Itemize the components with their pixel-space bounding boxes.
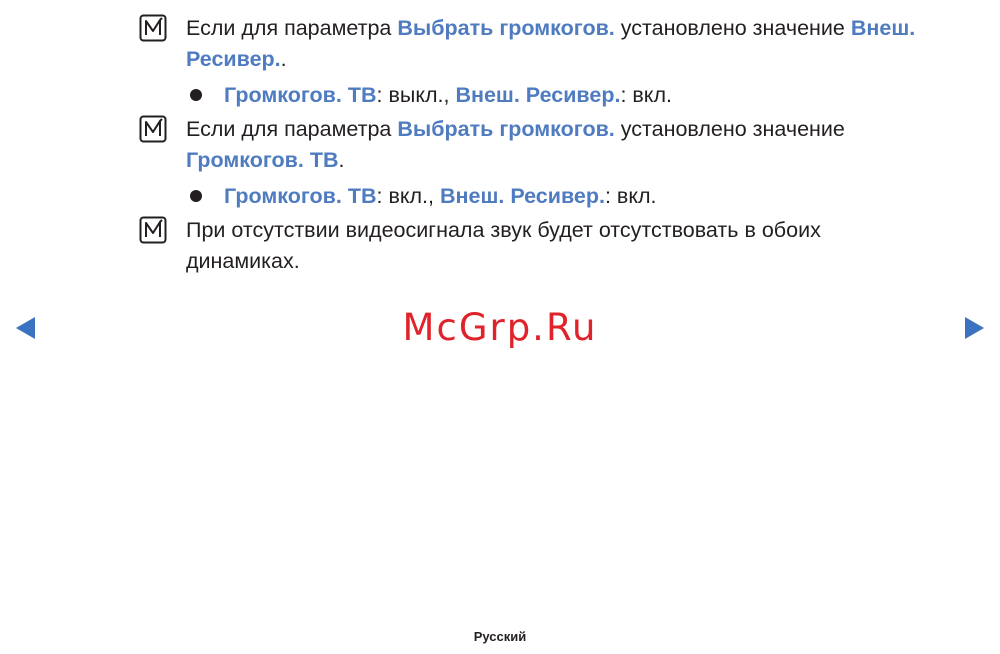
footer-language: Русский [473,629,527,644]
note-2 [139,114,919,176]
option-label: Внеш. Ресивер. [439,184,605,208]
bullet-item-2: Громкогов. ТВ: вкл., Внеш. Ресивер.: вкл. [190,181,657,212]
param-value: Внеш. Ресивер. [186,16,916,71]
param-name: Выбрать громкогов. [397,16,615,40]
option-label: Громкогов. ТВ [224,83,377,107]
option-label: Внеш. Ресивер. [455,83,621,107]
note-3 [139,215,919,277]
note-text: При отсутствии видеосигнала звук будет отсутствовать в обоих динамиках. [186,218,821,273]
bullet-dot [190,89,202,101]
note-text: Если для параметра Выбрать громкогов. установлено значение Внеш. Ресивер.. [186,16,916,71]
param-value: Громкогов. ТВ [186,148,339,172]
note-icon [139,216,167,244]
note-icon [139,14,167,42]
option-label: Громкогов. ТВ [224,184,377,208]
param-name: Выбрать громкогов. [397,117,615,141]
bullet-dot [190,190,202,202]
note-icon [139,115,167,143]
watermark: McGrp.Ru [402,306,598,349]
note-text: Если для параметра Выбрать громкогов. установлено значение Громкогов. ТВ. [186,117,845,172]
bullet-item-1: Громкогов. ТВ: выкл., Внеш. Ресивер.: вкл. [190,80,672,111]
note-1 [139,13,919,75]
